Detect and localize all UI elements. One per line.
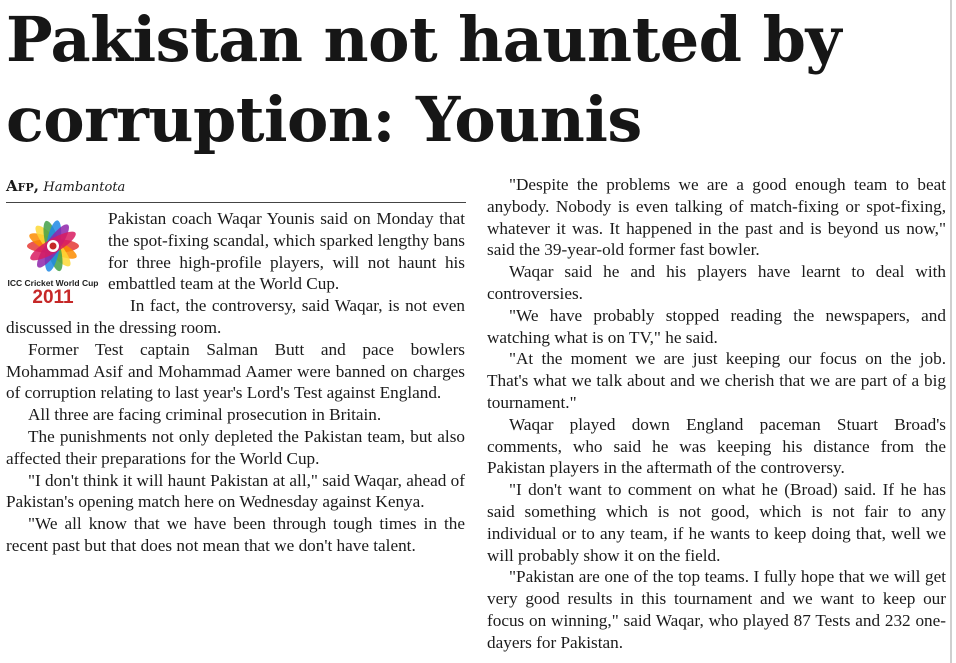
paragraph: Waqar played down England paceman Stuart Broad's comments, who said he was keeping his distance from the Pakistan players in the aftermath of the controversy.: [487, 414, 946, 478]
paragraph: "I don't think it will haunt Pakistan at all," said Waqar, ahead of Pakistan's opening match here on Wednesday against Kenya.: [6, 470, 465, 512]
paragraph: "Despite the problems we are a good enough team to beat anybody. Nobody is even talking of match-fixing or spot-fixing, whatever it was. It happened in the past and is beyond us now," said the 39-year-old former fast bowler.: [487, 175, 946, 260]
paragraph: Pakistan coach Waqar Younis said on Monday that the spot-fixing scandal, which sparked lengthy bans for three high-profile players, will not haunt his embattled team at the World Cup.: [108, 209, 465, 294]
logo-year: 2011: [32, 287, 74, 308]
paragraph: "At the moment we are just keeping our focus on the job. That's what we talk about and we cherish that we are part of a big tournament.": [487, 349, 946, 412]
paragraph: "We have probably stopped reading the newspapers, and watching what is on TV," he said.: [487, 305, 946, 347]
article-column-1: [6, 208, 465, 557]
paragraph: Former Test captain Salman Butt and pace bowlers Mohammad Asif and Mohammad Aamer were banned on charges of corruption relating to last year's Lord's Test against England.: [6, 339, 465, 403]
paragraph: "We all know that we have been through tough times in the recent past but that does not mean that we don't have talent.: [6, 514, 465, 555]
paragraph: In fact, the controversy, said Waqar, is not even discussed in the dressing room.: [6, 296, 465, 337]
byline-place: Hambantota: [43, 180, 126, 195]
paragraph: The punishments not only depleted the Pakistan team, but also affected their preparations for the World Cup.: [6, 426, 465, 468]
byline-agency: Afp,: [6, 177, 39, 195]
world-cup-logo: [4, 210, 102, 306]
article-column-2: [487, 174, 946, 654]
paragraph: Waqar said he and his players have learnt to deal with controversies.: [487, 262, 946, 303]
world-cup-swirl-icon: [4, 210, 102, 280]
paragraph: "Pakistan are one of the top teams. I fully hope that we will get very good results in this tournament and we want to keep our focus on winning," said Waqar, who played 87 Tests and 232 one-dayers for Pakistan.: [487, 567, 946, 652]
page-edge-rule: [950, 0, 952, 663]
paragraph: "I don't want to comment on what he (Broad) said. If he has said something which is not good, which is not fair to any individual or to any team, if he wants to keep doing that, well we will probably show it on the field.: [487, 480, 946, 565]
byline: [6, 176, 466, 203]
headline: Pakistan not haunted by corruption: Younis: [6, 3, 841, 156]
logo-caption: ICC Cricket World Cup: [7, 278, 99, 288]
paragraph: All three are facing criminal prosecution in Britain.: [28, 405, 382, 425]
